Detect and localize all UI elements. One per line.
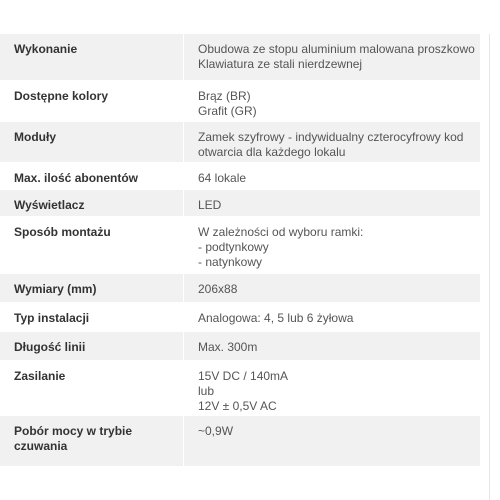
scrollbar-track[interactable] — [489, 34, 490, 500]
spec-value-line: Analogowa: 4, 5 lub 6 żyłowa — [198, 311, 354, 325]
spec-value-line: Klawiatura ze stali nierdzewnej — [198, 57, 363, 71]
spec-row-pobor-mocy — [0, 416, 480, 467]
spec-key: Wymiary (mm) — [0, 274, 184, 302]
spec-value — [184, 332, 480, 360]
spec-key: Wykonanie — [0, 34, 184, 80]
spec-value — [184, 416, 480, 466]
spec-value-line: Obudowa ze stopu aluminium malowana proszkowo — [198, 42, 475, 56]
spec-key: Wyświetlacz — [0, 190, 184, 216]
spec-key: Typ instalacji — [0, 303, 184, 331]
spec-value-line: 15V DC / 140mA — [198, 369, 289, 383]
spec-row-wykonanie — [0, 34, 480, 81]
spec-row-typ-instalacji — [0, 303, 480, 332]
spec-key: Moduły — [0, 122, 184, 162]
spec-value — [184, 274, 480, 302]
spec-key: Dostępne kolory — [0, 81, 184, 121]
spec-key: Sposób montażu — [0, 217, 184, 273]
spec-row-zasilanie — [0, 361, 480, 416]
spec-key: Pobór mocy w trybie czuwania — [0, 416, 184, 466]
spec-value-line: Zamek szyfrowy - indywidualny czterocyfrowy kod — [198, 130, 464, 144]
spec-row-kolory — [0, 81, 480, 122]
spec-row-dlugosc-linii — [0, 332, 480, 361]
scrollbar[interactable] — [486, 34, 500, 500]
spec-value-line: - podtynkowy — [198, 240, 269, 254]
spec-value — [184, 81, 480, 121]
spec-row-moduly — [0, 122, 480, 163]
spec-value-line: W zależności od wyboru ramki: — [198, 225, 364, 239]
spec-value-line: lub — [198, 384, 215, 398]
spec-value — [184, 122, 480, 162]
spec-value-line: 12V ± 0,5V AC — [198, 399, 277, 413]
spec-key: Max. ilość abonentów — [0, 163, 184, 189]
spec-row-montaz — [0, 217, 480, 274]
spec-value-line: 206x88 — [198, 282, 238, 296]
spec-value-line: Grafit (GR) — [198, 104, 257, 118]
spec-value-line: 64 lokale — [198, 171, 247, 185]
spec-row-abonenci — [0, 163, 480, 190]
spec-value — [184, 190, 480, 216]
spec-row-wymiary — [0, 274, 480, 303]
spec-key: Długość linii — [0, 332, 184, 360]
spec-value — [184, 361, 480, 415]
spec-value-line: - natynkowy — [198, 255, 263, 269]
spec-value — [184, 163, 480, 189]
spec-value-line: Max. 300m — [198, 340, 258, 354]
spec-row-wyswietlacz — [0, 190, 480, 217]
spec-value-line: otwarcia dla każdego lokalu — [198, 145, 346, 159]
spec-value — [184, 217, 480, 273]
spec-value-line: LED — [198, 198, 222, 212]
spec-table — [0, 34, 480, 467]
spec-key: Zasilanie — [0, 361, 184, 415]
spec-value-line: ~0,9W — [198, 424, 234, 438]
spec-value — [184, 34, 480, 80]
spec-value-line: Brąz (BR) — [198, 89, 251, 103]
spec-value — [184, 303, 480, 331]
